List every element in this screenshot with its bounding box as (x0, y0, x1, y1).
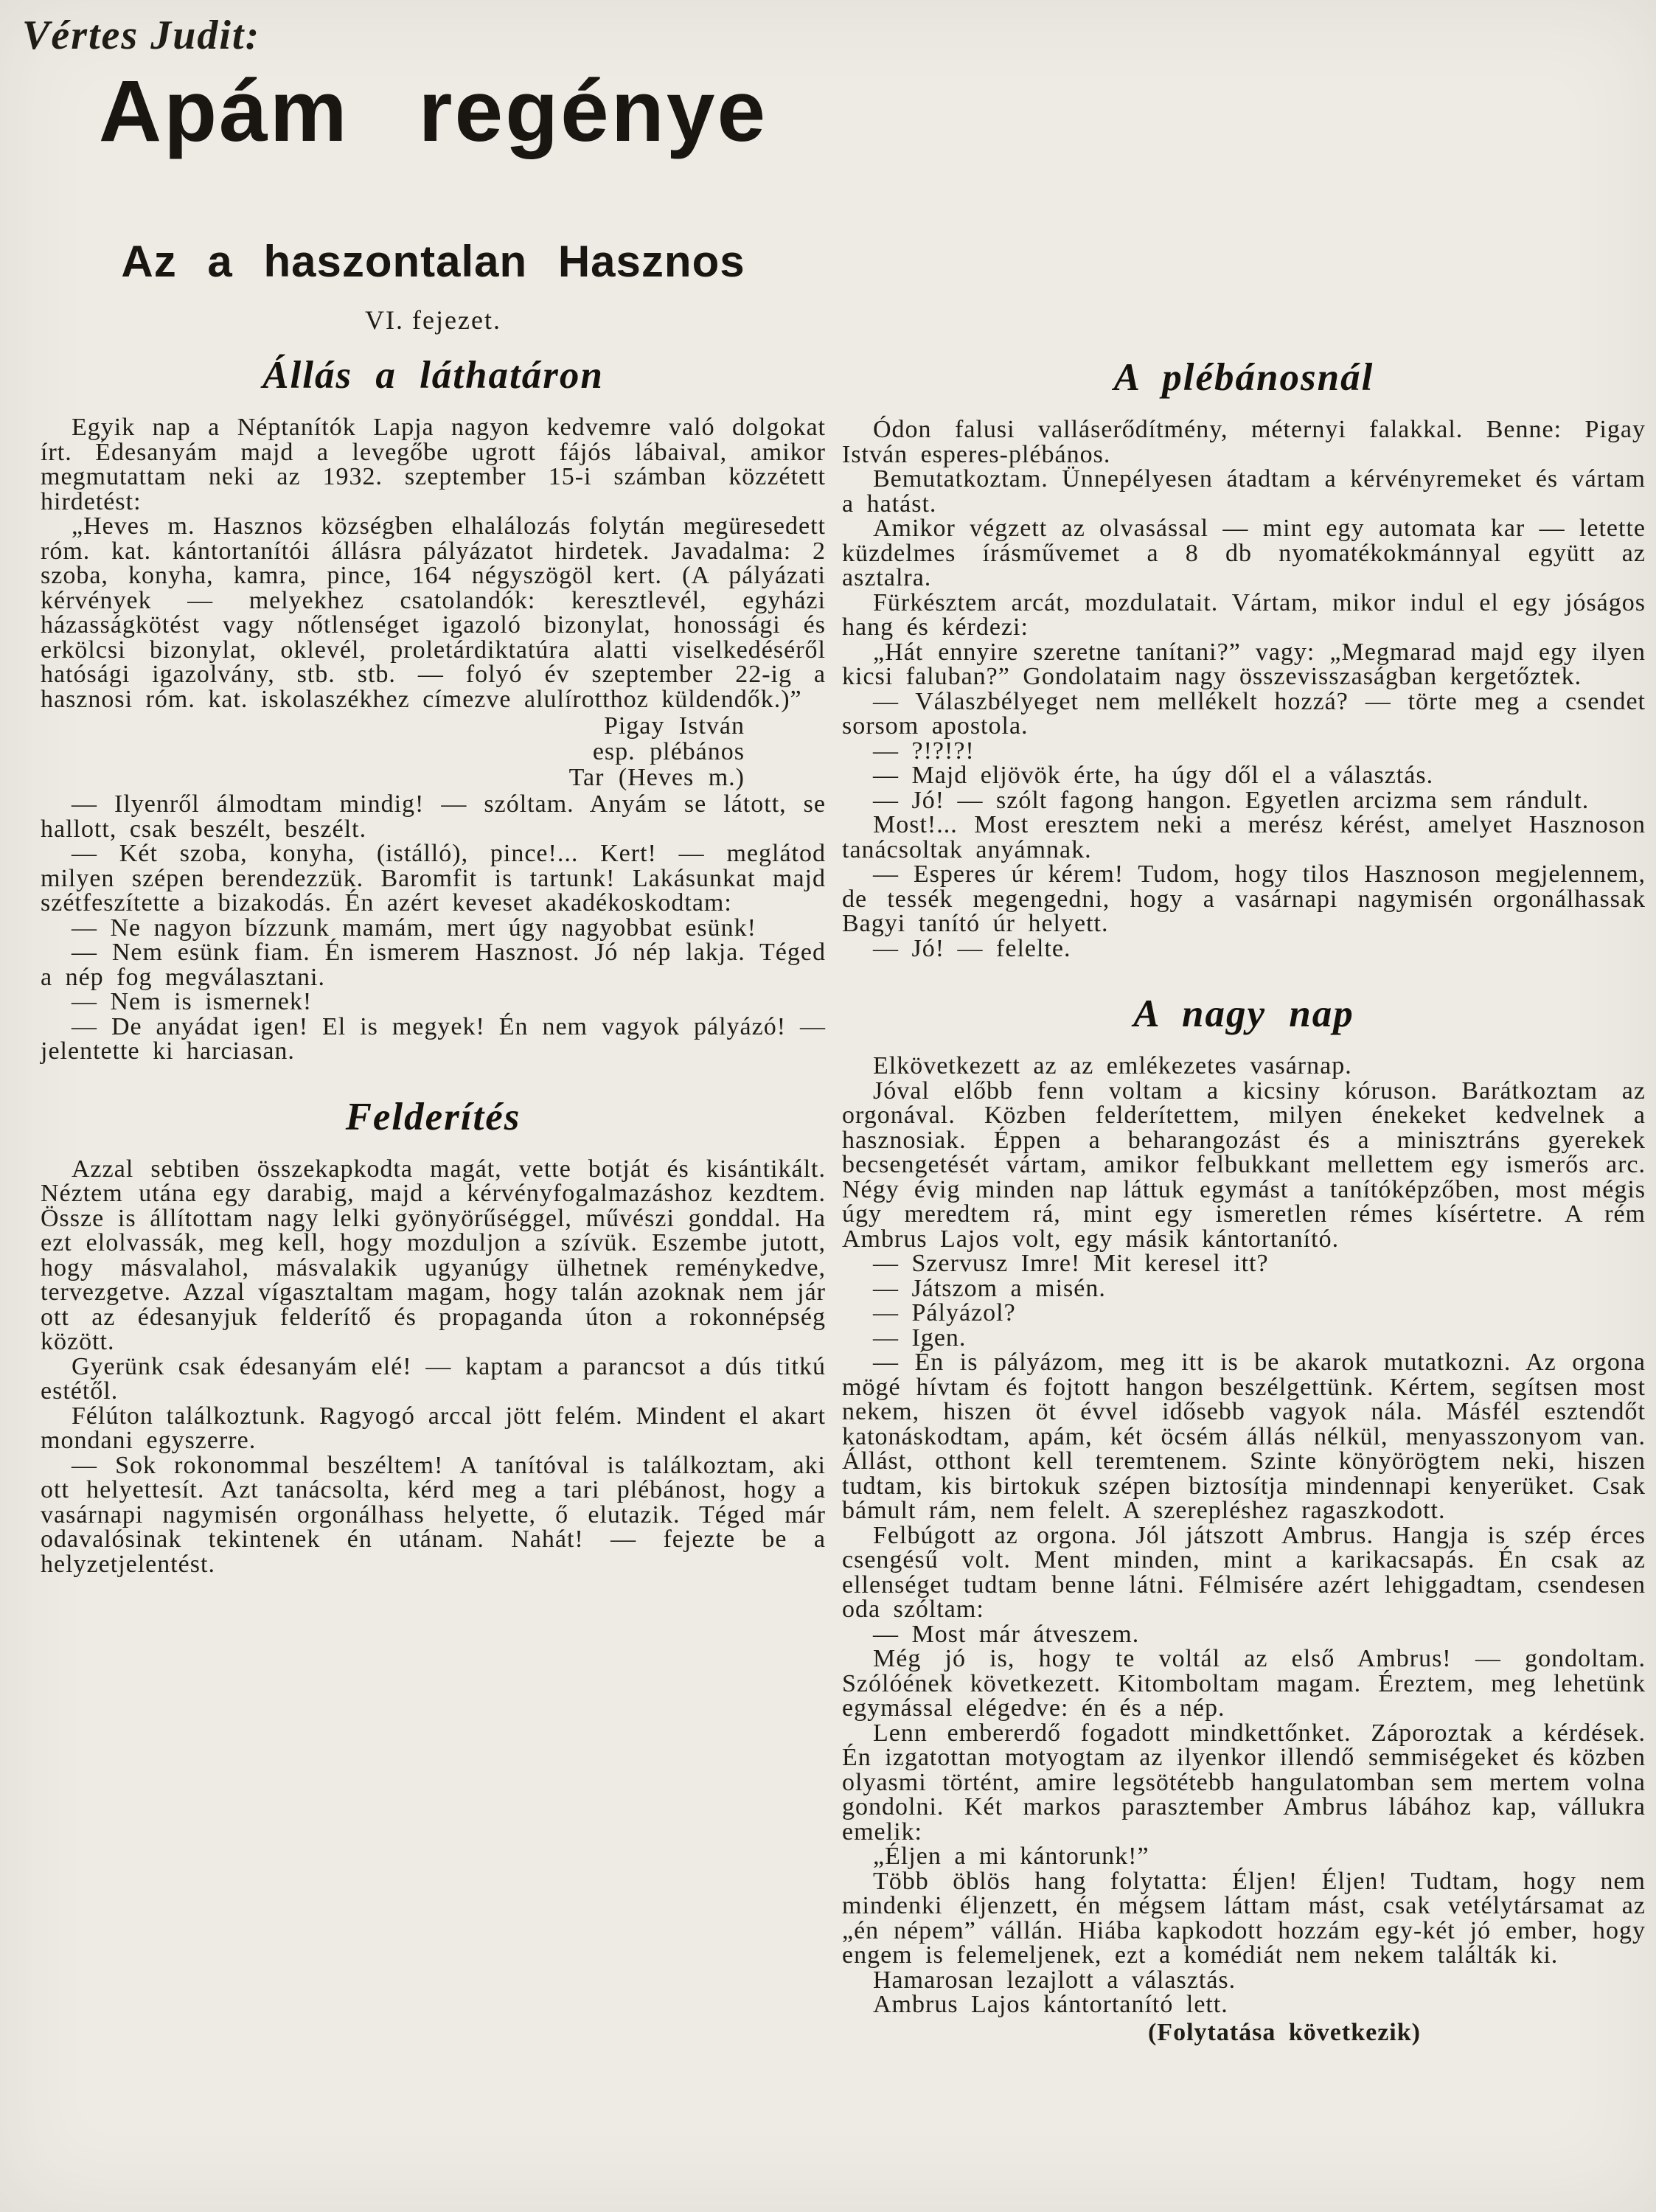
paragraph: Több öblös hang folytatta: Éljen! Éljen! Tudtam, hogy nem mindenki éljenzett, én mégsem láttam mást, csak vetélytársamat az „én népem” vállán. Hiába kapkodott hozzám egy-két jó ember, hogy engem is felemeljenek, ezt a komédiát nem nekem találták ki. (842, 1867, 1646, 1969)
signature-line: Pigay István (603, 712, 745, 740)
continuation-note: (Folytatása következik) (1147, 2018, 1421, 2046)
paragraph: — Én is pályázom, meg itt is be akarok mutatkozni. Az orgona mögé hívtam és fojtott hangon beszélgettünk. Kértem, segítsen most nekem, hiszen öt évvel idősebb vagyok nála. Másfél esztendőt katonáskodtam, apám, két öcsém állás nélkül, menyasszonyom van. Állást, otthont kell teremtenem. Szinte könyörögtem neki, hiszen tudtam, kis birtokuk szépen biztosítja mindennapi kenyerüket. Csak bámult rám, nem felelt. A szerepléshez ragaszkodott. (842, 1349, 1646, 1524)
article-header (22, 12, 826, 335)
paragraph: — Válaszbélyeget nem mellékelt hozzá? — törte meg a csendet sorsom apostola. (842, 687, 1646, 740)
paragraph: Még jó is, hogy te voltál az első Ambrus! — gondoltam. Szólóének következett. Kitomboltam magam. Éreztem, meg lehetünk egymással elégedve: én és a nép. (842, 1645, 1646, 1722)
paragraph: — De anyádat igen! El is megyek! Én nem vagyok pályázó! — jelentette ki harciasan. (41, 1012, 826, 1065)
paragraph: „Hát ennyire szeretne tanítani?” vagy: „Megmarad majd egy ilyen kicsi faluban?” Gondolataim nagy összevisszaságban kergetőztek. (842, 638, 1646, 690)
paragraph: — Jó! — felelte. (873, 934, 1071, 962)
paragraph: Jóval előbb fenn voltam a kicsiny kóruson. Barátkoztam az orgonával. Közben felderítettem, milyen énekeket kedvelnek a hasznosiak. Éppen a beharangozást és a minisztráns gyerekek becsengetését vártam, amikor felbukkant mellettem egy ismerős arc. Négy évig minden nap láttuk egymást a tanítóképzőben, most mégis úgy meredtem rá, mint egy ismeretlen rémes kísértetre. A rém Ambrus Lajos volt, egy másik kántortanító. (842, 1077, 1646, 1253)
author-byline: Vértes Judit: (22, 13, 261, 58)
paragraph: — Pályázol? (873, 1299, 1016, 1326)
paragraph: Lenn embererdő fogadott mindkettőnket. Záporoztak a kérdések. Én izgatottan motyogtam az ilyenkor illendő semmiségeket és közben olyasmi történt, amire legsötétebb hangulatomban sem mertem volna gondolni. Két markos parasztember Ambrus lábához kap, vállukra emelik: (842, 1719, 1646, 1846)
paragraph: — Jó! — szólt fagong hangon. Egyetlen arcizma sem rándult. (873, 786, 1590, 814)
paragraph: — Nem is ismernek! (72, 988, 313, 1015)
paragraph: — Igen. (873, 1324, 967, 1352)
section-heading: A nagy nap (1133, 992, 1354, 1035)
right-column (842, 0, 1646, 2045)
paragraph: „Heves m. Hasznos községben elhalálozás folytán megüresedett róm. kat. kántortanítói állásra pályázatot hirdetek. Javadalma: 2 szoba, konyha, kamra, pince, 164 négyszögöl kert. (A pályázati kérvények — melyekhez csatolandók: keresztlevél, egyházi házasságkötést vagy nőtlenséget igazoló bizonylat, honossági és erkölcsi bizonylat, oklevél, proletárdiktatúra alatti viselkedéséről hatósági igazolvány, stb. stb. — folyó év szeptember 22-ig a hasznosi róm. kat. iskolaszékhez címezve alulírotthoz küldendők.)” (41, 512, 826, 713)
paragraph: — ?!?!?! (873, 737, 975, 765)
paragraph: — Szervusz Imre! Mit keresel itt? (873, 1250, 1269, 1277)
paragraph: — Ne nagyon bízzunk mamám, mert úgy nagyobbat esünk! (72, 914, 756, 942)
signature-block (41, 713, 826, 790)
paragraph: Felbúgott az orgona. Jól játszott Ambrus. Hangja is szép érces csengésű volt. Ment minden, mint a karikacsapás. Én csak az ellenséget tudtam benne látni. Félmisére azért lehiggadtam, csendesen oda szóltam: (842, 1521, 1646, 1623)
section-heading: Felderítés (345, 1095, 521, 1138)
paragraph: Félúton találkoztunk. Ragyogó arccal jött felém. Mindent el akart mondani egyszerre. (41, 1402, 826, 1454)
paragraph: Ódon falusi valláserődítmény, méternyi falakkal. Benne: Pigay István esperes-plébános. (842, 416, 1646, 468)
paragraph: Azzal sebtiben összekapkodta magát, vette botját és kisántikált. Néztem utána egy darabig, majd a kérvényfogalmazáshoz kezdtem. Össze is állítottam nagy lelki gyönyörűséggel, művészi gonddal. Ha ezt elolvassák, meg kell, hogy mozduljon a szívük. Eszembe jutott, hogy másvalahol, másvalakik ugyanúgy ülhetnek reménykedve, tervezgetve. Azzal vígasztaltam magam, hogy talán azoknak nem jár ott az édesanyjuk felderítő és propaganda úton a rokonnépség között. (41, 1155, 826, 1355)
paragraph: Fürkésztem arcát, mozdulatait. Vártam, mikor indul el egy jóságos hang és kérdezi: (842, 588, 1646, 641)
paragraph: Bemutatkoztam. Ünnepélyesen átadtam a kérvényremeket és vártam a hatást. (842, 465, 1646, 518)
paragraph: Egyik nap a Néptanítók Lapja nagyon kedvemre való dolgokat írt. Édesanyám majd a levegőbe ugrott fájós lábaival, amikor megmutattam neki az 1932. szeptember 15-i számban közzétett hirdetést: (41, 414, 826, 515)
paragraph: Elkövetkezett az az emlékezetes vasárnap. (873, 1052, 1352, 1079)
article-title: Apám regénye (98, 63, 768, 160)
article-subtitle: Az a haszontalan Hasznos (121, 237, 745, 286)
signature-line: Tar (Heves m.) (568, 764, 745, 791)
section-heading: Állás a láthatáron (262, 354, 604, 397)
paragraph: — Most már átveszem. (873, 1620, 1140, 1648)
paragraph: — Két szoba, konyha, (istálló), pince!... Kert! — meglátod milyen szépen berendezzük. Baromfit is tartunk! Lakásunkat majd szétfeszítette a bizakodás. Én azért keveset akadékoskodtam: (41, 840, 826, 917)
paragraph: — Játszom a misén. (873, 1274, 1106, 1302)
chapter-label: VI. fejezet. (365, 305, 501, 335)
paragraph: — Nem esünk fiam. Én ismerem Hasznost. Jó nép lakja. Téged a nép fog megválasztani. (41, 939, 826, 991)
left-column (22, 0, 826, 2045)
paragraph: Amikor végzett az olvasással — mint egy automata kar — letette küzdelmes írásművemet a 8 db nyomatékokmánnyal együtt az asztalra. (842, 515, 1646, 591)
paragraph: „Éljen a mi kántorunk!” (873, 1843, 1149, 1870)
paragraph: Hamarosan lezajlott a választás. (873, 1966, 1236, 1994)
paragraph: Ambrus Lajos kántortanító lett. (873, 1991, 1228, 2018)
paragraph: — Esperes úr kérem! Tudom, hogy tilos Hasznoson megjelennem, de tessék megengedni, hogy a vasárnapi nagymisén orgonálhassak Bagyi tanító úr helyett. (842, 860, 1646, 937)
paragraph: — Ilyenről álmodtam mindig! — szóltam. Anyám se látott, se hallott, csak beszélt, beszélt. (41, 790, 826, 843)
signature-line: esp. plébános (592, 738, 745, 765)
section-heading: A plébánosnál (1113, 356, 1374, 399)
paragraph: Gyerünk csak édesanyám elé! — kaptam a parancsot a dús titkú estétől. (41, 1352, 826, 1405)
paragraph: Most!... Most eresztem neki a merész kérést, amelyet Hasznoson tanácsoltak anyámnak. (842, 811, 1646, 863)
paragraph: — Majd eljövök érte, ha úgy dől el a választás. (873, 762, 1434, 789)
paragraph: — Sok rokonommal beszéltem! A tanítóval is találkoztam, aki ott helyettesít. Azt tanácsolta, kérd meg a tari plébánost, hogy a vasárnapi nagymisén orgonálhass helyette, ő elutazik. Téged már odavalósinak tekintenek én utánam. Nahát! — fejezte be a helyzetjelentést. (41, 1451, 826, 1578)
